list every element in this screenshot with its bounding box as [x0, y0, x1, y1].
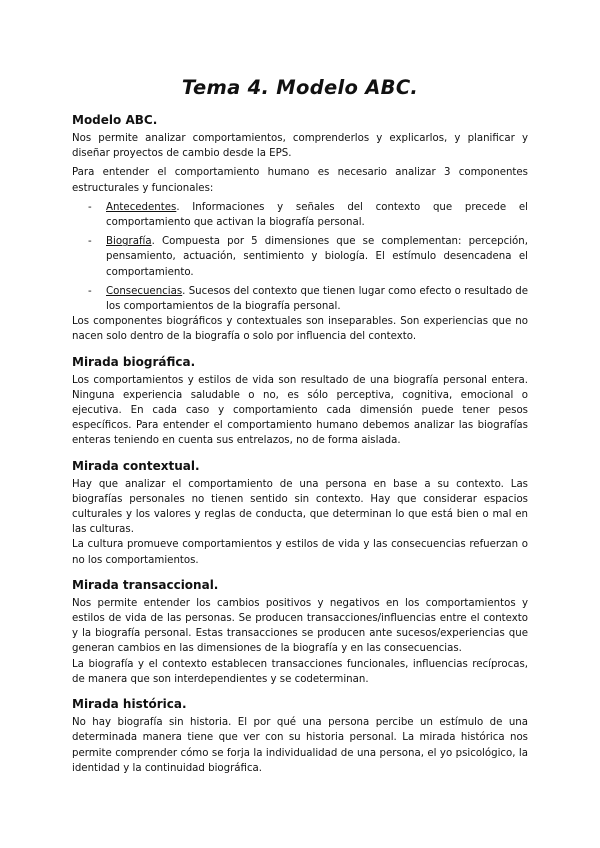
section-heading: Mirada transaccional.	[72, 577, 219, 592]
document-body	[72, 108, 528, 776]
paragraph: Nos permite entender los cambios positivos y negativos en los comportamientos y estilos de vida de las personas. Se producen transacciones/influencias entre el contexto y la biografía personal. Estas transacciones se producen ante sucesos/experiencias que generan cambios en las dimensiones de la biografía y en las consecuencias.	[72, 597, 528, 655]
page-title: Tema 4. Modelo ABC.	[181, 76, 419, 99]
section-heading: Mirada contextual.	[72, 458, 200, 473]
section-mirada-biografica	[72, 354, 528, 449]
paragraph: La biografía y el contexto establecen transacciones funcionales, influencias recíprocas, de manera que son interdependientes y se codeterminan.	[72, 658, 528, 685]
section-heading: Mirada biográfica.	[72, 354, 196, 369]
paragraph: No hay biografía sin historia. El por qué una persona percibe un estímulo de una determinada manera tiene que ver con su historia personal. La mirada histórica nos permite comprender cómo se forja la individualidad de una persona, el yo psicológico, la identidad y la continuidad biográfica.	[72, 717, 528, 774]
section-mirada-contextual	[72, 458, 528, 568]
item-text: . Informaciones y señales del contexto que precede el comportamiento que activan la biografía personal.	[106, 201, 528, 229]
paragraph: Los comportamientos y estilos de vida son resultado de una biografía personal entera. Ninguna experiencia saludable o no, es sólo perceptiva, cognitiva, emocional o ejecutiva. En cada caso y comportamiento cada dimensión puede tener pesos específicos. Para entender el comportamiento humano debemos analizar las biografías enteras teniendo en cuenta sus entrelazos, no de forma aislada.	[72, 374, 528, 447]
dash-bullet: -	[88, 236, 92, 248]
section-modelo-abc	[72, 112, 528, 345]
paragraph: La cultura promueve comportamientos y estilos de vida y las consecuencias refuerzan o no los comportamientos.	[72, 539, 528, 566]
paragraph: Nos permite analizar comportamientos, comprenderlos y explicarlos, y planificar y diseñar proyectos de cambio desde la EPS.	[72, 133, 528, 160]
list-item	[72, 234, 528, 280]
paragraph: Los componentes biográficos y contextuales son inseparables. Son experiencias que no nacen solo dentro de la biografía o solo por influencia del contexto.	[72, 316, 528, 343]
list-item	[72, 284, 528, 314]
section-heading: Modelo ABC.	[72, 113, 158, 127]
item-text: . Sucesos del contexto que tienen lugar como efecto o resultado de los comportamientos de la biografía personal.	[106, 285, 528, 313]
list-item	[72, 200, 528, 230]
components-list	[72, 200, 528, 314]
paragraph: Hay que analizar el comportamiento de una persona en base a su contexto. Las biografías personales no tienen sentido sin contexto. Hay que considerar espacios culturales y los valores y reglas de conducta, que determinan lo que está bien o mal en las culturas.	[72, 478, 528, 536]
dash-bullet: -	[88, 201, 92, 213]
term-biografia: Biografía	[106, 236, 152, 248]
section-heading: Mirada histórica.	[72, 697, 187, 712]
section-mirada-transaccional	[72, 577, 528, 687]
paragraph: Para entender el comportamiento humano es necesario analizar 3 componentes estructurales y funcionales:	[72, 167, 528, 194]
dash-bullet: -	[88, 285, 92, 297]
term-consecuencias: Consecuencias	[106, 285, 183, 297]
term-antecedentes: Antecedentes	[106, 201, 177, 213]
item-text: . Compuesta por 5 dimensiones que se complementan: percepción, pensamiento, actuación, sentimiento y biología. El estímulo desencadena el comportamiento.	[106, 236, 528, 278]
section-mirada-historica	[72, 696, 528, 776]
